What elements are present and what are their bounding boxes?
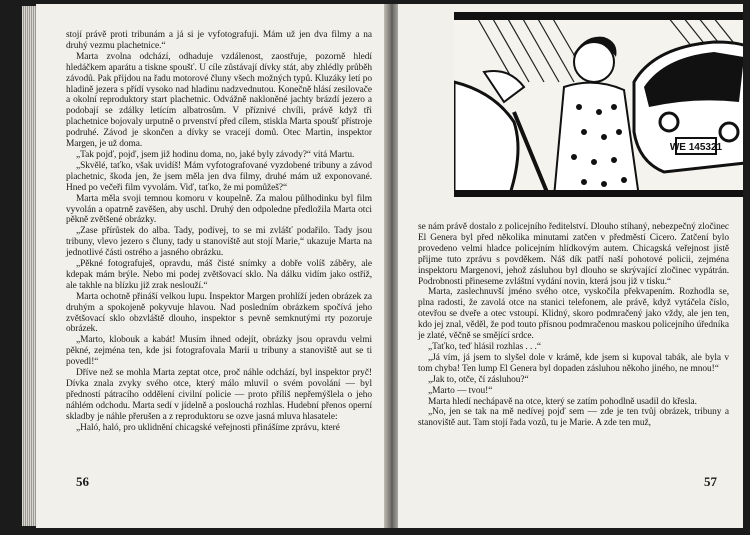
paragraph: „Marto — tvou!“ (428, 385, 493, 396)
paragraph: Dříve než se mohla Marta zeptat otce, proč náhle odchází, byl inspektor pryč! Dívka znala zvyky svého otce, který málo mluvil o svém povolání — byl předností pátracího oddělení civilní policie — proto příliš nepřemýšlela o jeho náhlém odchodu. Marta sedí v jídelně a poslouchá rozhlas. Hudební přenos operní skladby je náhle přerušen a z reproduktoru se ozve jasná mluva hlasatele: (66, 368, 372, 422)
paragraph: stojí právě proti tribunám a já si je vyfotografuji. Mám už jen dva filmy a na druhý vezmu plachetnice.“ (66, 30, 372, 51)
illustration (454, 12, 743, 197)
right-page-text (418, 222, 729, 429)
paragraph: Marta hledí nechápavě na otce, který se zatím pohodlně usadil do křesla. (428, 396, 697, 407)
paragraph: „Marto, klobouk a kabát! Musím ihned odejít, obrázky jsou opravdu velmi pěkné, zejména ten, kde jsi fotografovala Marii u tribuny a stanoviště aut se ti povedl!“ (66, 335, 372, 368)
right-page (398, 4, 743, 528)
paragraph: „Pěkné fotografuješ, opravdu, máš čisté snímky a dobře volíš záběry, ale kdepak mám brýle. Nebo mi podej zvětšovací sklo. Na dálku vidím jako ostříž, ale takhle na blízku již zrak neslouží.“ (66, 259, 372, 291)
paragraph: „Jak to, otče, čí zásluhou?“ (428, 374, 529, 385)
paragraph: Marta ochotně přináší velkou lupu. Inspektor Margen prohlíží jeden obrázek za druhým a spokojeně pokyvuje hlavou. Nad posledním obrázkem spočívá jeho zvětšovací sklo obzvláště dlouho, inspektor s pevně semknutými rty pozoruje obrázek. (66, 291, 372, 335)
page-number-right: 57 (704, 474, 717, 489)
paragraph: „Taťko, teď hlásil rozhlas . . .“ (428, 341, 541, 352)
paragraph: se nám právě dostalo z policejního ředitelství. Dlouho stíhaný, nebezpečný zločinec El Genera byl před několika minutami zatčen v předměstí Cicero. Zatčení bylo provedeno velmi hladce policejním hlídkovým autem. Chicagská veřejnost jistě přijme tuto zprávu s povděkem. Náš dík patří naší pohotové policii, zejména inspektoru Margenovi, jehož zásluhou byl dlouho se skrývající zločinec vypátrán. Podrobnosti přineseme zvláštní vydání novin, která jsou již v tisku.“ (418, 222, 729, 287)
paragraph: „Haló, haló, pro uklidnění chicagské veřejnosti přinášíme zprávu, které (76, 422, 340, 433)
paragraph: „Tak pojď, pojď, jsem již hodinu doma, no, jaké byly závody?“ vítá Martu. (76, 149, 355, 160)
left-page-text (66, 30, 372, 434)
paragraph: „No, jen se tak na mě nedívej pojď sem — zde je ten tvůj obrázek, tribuny a stanoviště aut. Tam stojí řada vozů, tu je Marie. A zde ten muž, (418, 407, 729, 429)
paragraph: Marta měla svoji temnou komoru v koupelně. Za malou půlhodinku byl film vyvolán a opatrně zavěšen, aby uschl. Druhý den odpoledne předložila Marta otci pěkně zvětšené obrázky. (66, 193, 372, 226)
page-number-left: 56 (76, 474, 89, 489)
license-plate: WE 145321 (669, 142, 723, 153)
paragraph: „Zase přírůstek do alba. Tady, podívej, to se mi zvlášť podařilo. Tady jsou tribuny, vlevo jezero s čluny, tady u stanoviště aut stojí Marie,“ ukazuje Marta na jednotlivé části ostrého a jasného obrázku. (66, 226, 372, 259)
left-page (36, 4, 386, 528)
paragraph: „Já vím, já jsem to slyšel dole v krámě, kde jsem si kupoval tabák, ale byla v tom chyba! Ten lump El Genera byl dopaden zásluhou někoho jiného, ne mnou!“ (418, 352, 729, 374)
paragraph: Marta zvolna odchází, odhaduje vzdálenost, zaostřuje, pozorně hledí hledáčkem aparátu a tiskne spoušť. U cíle zůstávají dívky stát, aby zhlédly průběh závodů. Pak přijdou na řadu motorové čluny všech možných typů. Kluzáky letí po hladině jezera s přídí vysoko nad hladinu nadzvednutou. Konečně hlásí zesilovače a okolní reproduktory start plachetnic. Odvážně nakloněné jachty brázdí jezero a podobají se zdálky letícím albatrosům. V příznivé chvíli, právě když tři plachetnice bojovaly urputně o prvenství před cílem, stiskla Marta spoušť přístroje podruhé. Závod je skončen a dívky se vracejí domů. Otec Martin, inspektor Margen, je už doma. (66, 51, 372, 150)
paragraph: „Skvělé, taťko, však uvidíš! Mám vyfotografované vyzdobené tribuny a závod plachetnic, škoda jen, že jsem měla jen dva filmy, druhé mám už exponované. Hned po večeři film vyvolám. Viď, taťko, že mi pomůžeš?“ (66, 160, 372, 193)
paragraph: Marta, zaslechnuvší jméno svého otce, vyskočila překvapením. Rozhodla se, plna radosti, že zavolá otce na stanici telefonem, ale právě, když vytáčela číslo, otevřou se dveře a otec vstoupí. Klidný, skoro podmračený jako vždy, ale jen ten, kdo jej znal, věděl, že pod touto přísnou podmračenou maskou policejního úředníka je zlaté, věčně se smějící srdce. (418, 287, 729, 342)
